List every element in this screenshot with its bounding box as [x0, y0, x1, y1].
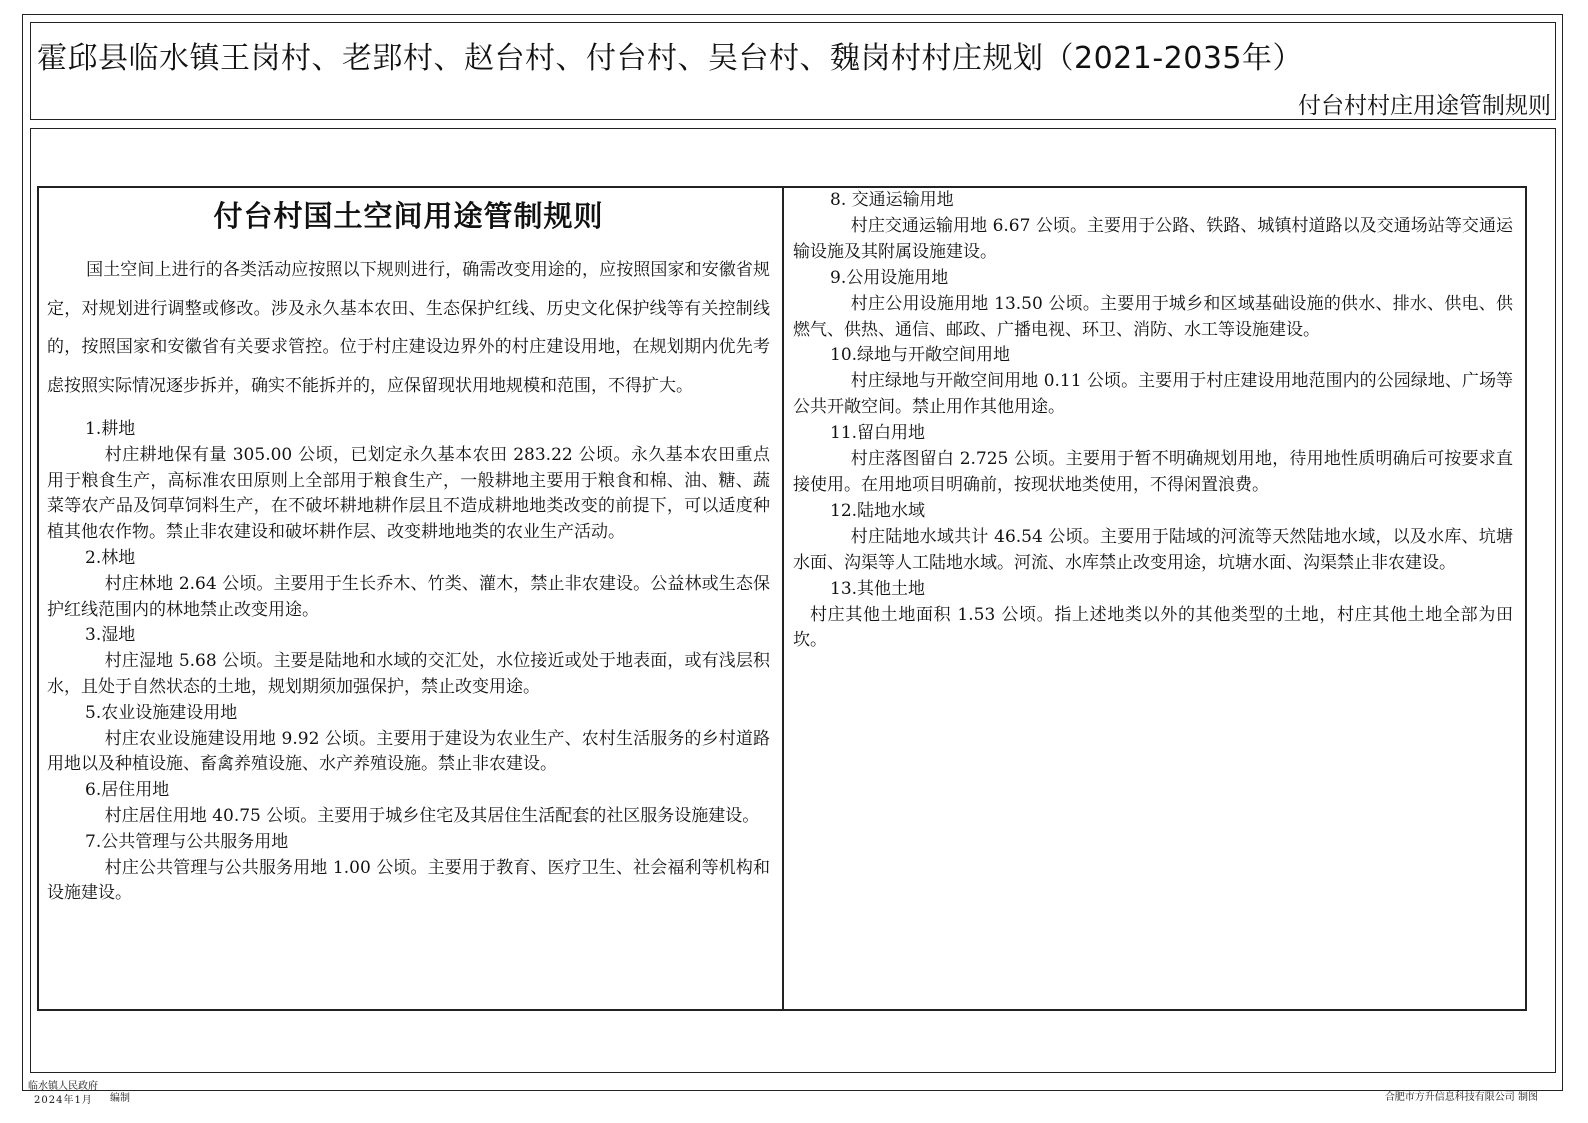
rule-section [793, 188, 1513, 266]
rule-section-body: 村庄公共管理与公共服务用地 1.00 公顷。主要用于教育、医疗卫生、社会福利等机构和设施建设。 [47, 857, 770, 904]
rule-section-body: 村庄湿地 5.68 公顷。主要是陆地和水域的交汇处，水位接近或处于地表面，或有浅层积水，且处于自然状态的土地，规划期须加强保护，禁止改变用途。 [47, 651, 770, 697]
rule-section-body: 村庄其他土地面积 1.53 公顷。指上述地类以外的其他类型的土地，村庄其他土地全部为田坎。 [793, 604, 1513, 651]
issue-date: 2024年1月 [34, 1095, 93, 1106]
plan-title: 霍邱县临水镇王岗村、老郢村、赵台村、付台村、吴台村、魏岗村村庄规划（2021-2035年） [37, 41, 1304, 76]
rule-section-title: 10.绿地与开敞空间用地 [830, 345, 1011, 366]
rule-section [793, 421, 1513, 499]
rule-section [793, 577, 1513, 655]
rule-section-title: 12.陆地水域 [830, 500, 926, 521]
title-block [30, 22, 1556, 120]
rule-section [793, 266, 1513, 344]
rules-intro: 国土空间上进行的各类活动应按照以下规则进行，确需改变用途的，应按照国家和安徽省规定，对规划进行调整或修改。涉及永久基本农田、生态保护红线、历史文化保护线等有关控制线的，按照国家和安徽省有关要求管控。位于村庄建设边界外的村庄建设用地，在规划期内优先考虑按照实际情况逐步拆并，确实不能拆并的，应保留现状用地规模和范围，不得扩大。 [47, 260, 770, 396]
rule-section-title: 13.其他土地 [830, 578, 926, 599]
rules-heading: 付台村国土空间用途管制规则 [213, 199, 604, 233]
rule-section-body: 村庄居住用地 40.75 公顷。主要用于城乡住宅及其居住生活配套的社区服务设施建设。 [104, 805, 760, 826]
rule-section-body: 村庄耕地保有量 305.00 公顷，已划定永久基本农田 283.22 公顷。永久基本农田重点用于粮食生产，高标准农田原则上全部用于粮食生产，一般耕地主要用于粮食和棉、油、糖、蔬菜等农产品及饲草饲料生产，在不破坏耕地耕作层且不造成耕地地类改变的前提下，可以适度种植其他农作物。禁止非农建设和破坏耕作层、改变耕地地类的农业生产活动。 [47, 444, 770, 543]
rule-section [47, 830, 770, 907]
rules-table [37, 186, 1527, 1011]
rule-section-body: 村庄农业设施建设用地 9.92 公顷。主要用于建设为农业生产、农村生活服务的乡村道路用地以及种植设施、畜禽养殖设施、水产养殖设施。禁止非农建设。 [47, 728, 770, 775]
rule-section-body: 村庄交通运输用地 6.67 公顷。主要用于公路、铁路、城镇村道路以及交通场站等交通运输设施及其附属设施建设。 [793, 215, 1513, 262]
rule-section [793, 499, 1513, 577]
rule-section [793, 343, 1513, 421]
rule-section [47, 546, 770, 623]
footer-company: 合肥市方升信息科技有限公司 制图 [1384, 1092, 1538, 1103]
rule-section-body: 村庄公用设施用地 13.50 公顷。主要用于城乡和区域基础设施的供水、排水、供电、供燃气、供热、通信、邮政、广播电视、环卫、消防、水工等设施建设。 [793, 293, 1513, 340]
made-label: 编制 [110, 1093, 130, 1104]
rule-section-title: 11.留白用地 [830, 423, 926, 444]
rules-right-column [784, 188, 1525, 1009]
rule-section-body: 村庄绿地与开敞空间用地 0.11 公顷。主要用于村庄建设用地范围内的公园绿地、广场等公共开敞空间。禁止用作其他用途。 [793, 371, 1513, 418]
rule-section-body: 村庄陆地水域共计 46.54 公顷。主要用于陆域的河流等天然陆地水域，以及水库、坑塘水面、沟渠等人工陆地水域。河流、水库禁止改变用途，坑塘水面、沟渠禁止非农建设。 [793, 526, 1513, 573]
rule-section-title: 1.耕地 [85, 419, 136, 439]
footer-issuer [28, 1080, 98, 1108]
rule-section [47, 778, 770, 830]
rule-section-title: 2.林地 [85, 547, 136, 568]
rule-section-title: 9.公用设施用地 [830, 267, 949, 288]
rule-section [47, 701, 770, 778]
rule-section [47, 623, 770, 700]
rule-section-body: 村庄落图留白 2.725 公顷。主要用于暂不明确规划用地，待用地性质明确后可按要求直接使用。在用地项目明确前，按现状地类使用，不得闲置浪费。 [793, 449, 1513, 495]
rule-section-body: 村庄林地 2.64 公顷。主要用于生长乔木、竹类、灌木，禁止非农建设。公益林或生态保护红线范围内的林地禁止改变用途。 [47, 573, 770, 620]
issuer-org: 临水镇人民政府 [28, 1081, 98, 1092]
sheet-subtitle: 付台村村庄用途管制规则 [1298, 93, 1551, 119]
rules-left-column [39, 188, 784, 1009]
rule-section [47, 417, 770, 546]
rule-section-title: 7.公共管理与公共服务用地 [85, 831, 289, 852]
rule-section-title: 3.湿地 [85, 625, 136, 646]
rule-section-title: 6.居住用地 [85, 780, 170, 801]
rule-section-title: 8. 交通运输用地 [830, 190, 954, 210]
rule-section-title: 5.农业设施建设用地 [85, 702, 238, 723]
